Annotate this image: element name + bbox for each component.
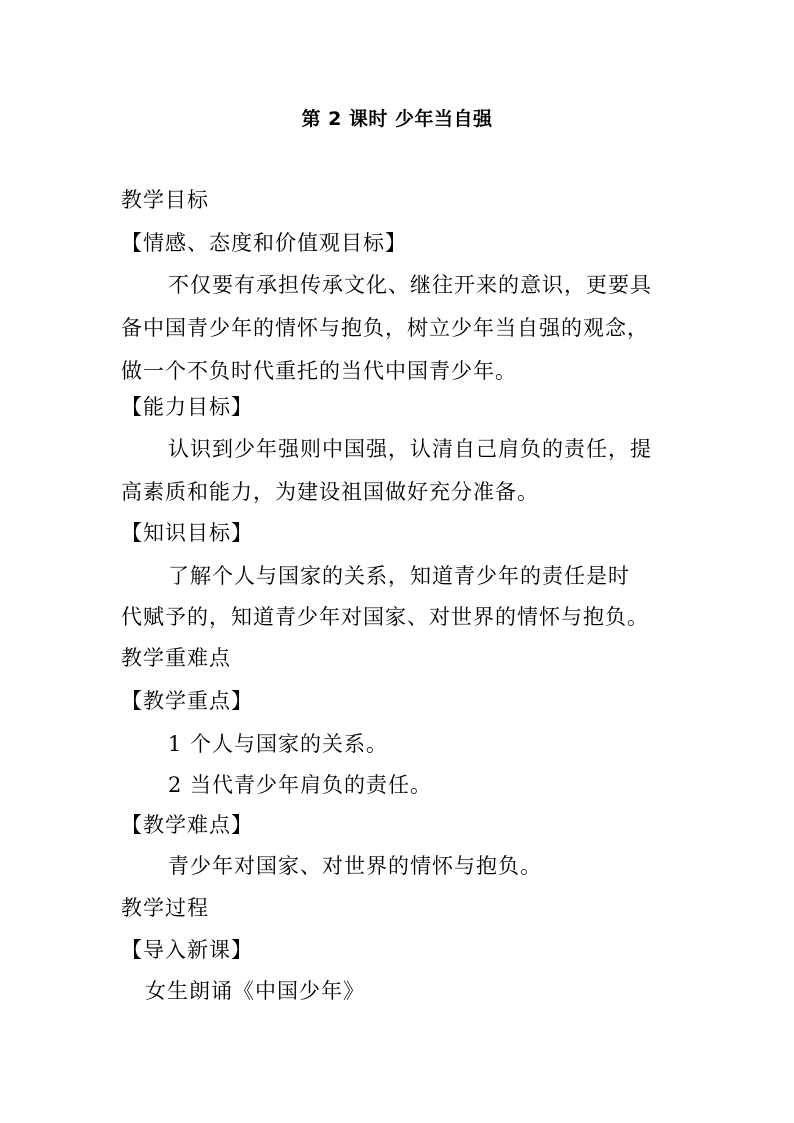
paragraph-line: 不仅要有承担传承文化、继往开来的意识，更要具 xyxy=(168,273,652,297)
difficult-point-item: 青少年对国家、对世界的情怀与抱负。 xyxy=(168,854,542,878)
section-heading-key-difficult-points: 教学重难点 xyxy=(121,646,231,670)
subheading-difficult-points: 【教学难点】 xyxy=(121,813,253,837)
paragraph-line: 代赋予的，知道青少年对国家、对世界的情怀与抱负。 xyxy=(121,605,649,629)
paragraph-line: 做一个不负时代重托的当代中国青少年。 xyxy=(121,359,517,383)
key-point-item: 1 个人与国家的关系。 xyxy=(168,732,389,756)
subheading-knowledge-objectives: 【知识目标】 xyxy=(121,521,253,545)
paragraph-line: 了解个人与国家的关系，知道青少年的责任是时 xyxy=(168,564,630,588)
paragraph-line: 高素质和能力，为建设祖国做好充分准备。 xyxy=(121,480,539,504)
section-heading-teaching-process: 教学过程 xyxy=(121,896,209,920)
lesson-title: 第 2 课时 少年当自强 xyxy=(301,108,493,130)
subheading-lesson-intro: 【导入新课】 xyxy=(121,938,253,962)
subheading-key-points: 【教学重点】 xyxy=(121,689,253,713)
subheading-ability-objectives: 【能力目标】 xyxy=(121,395,253,419)
key-point-item: 2 当代青少年肩负的责任。 xyxy=(168,773,433,797)
section-heading-teaching-objectives: 教学目标 xyxy=(121,188,209,212)
subheading-attitude-objectives: 【情感、态度和价值观目标】 xyxy=(121,231,407,255)
paragraph-line: 认识到少年强则中国强，认清自己肩负的责任，提 xyxy=(168,437,652,461)
paragraph-line: 备中国青少年的情怀与抱负，树立少年当自强的观念， xyxy=(121,316,649,340)
intro-activity-line: 女生朗诵《中国少年》 xyxy=(145,979,365,1003)
